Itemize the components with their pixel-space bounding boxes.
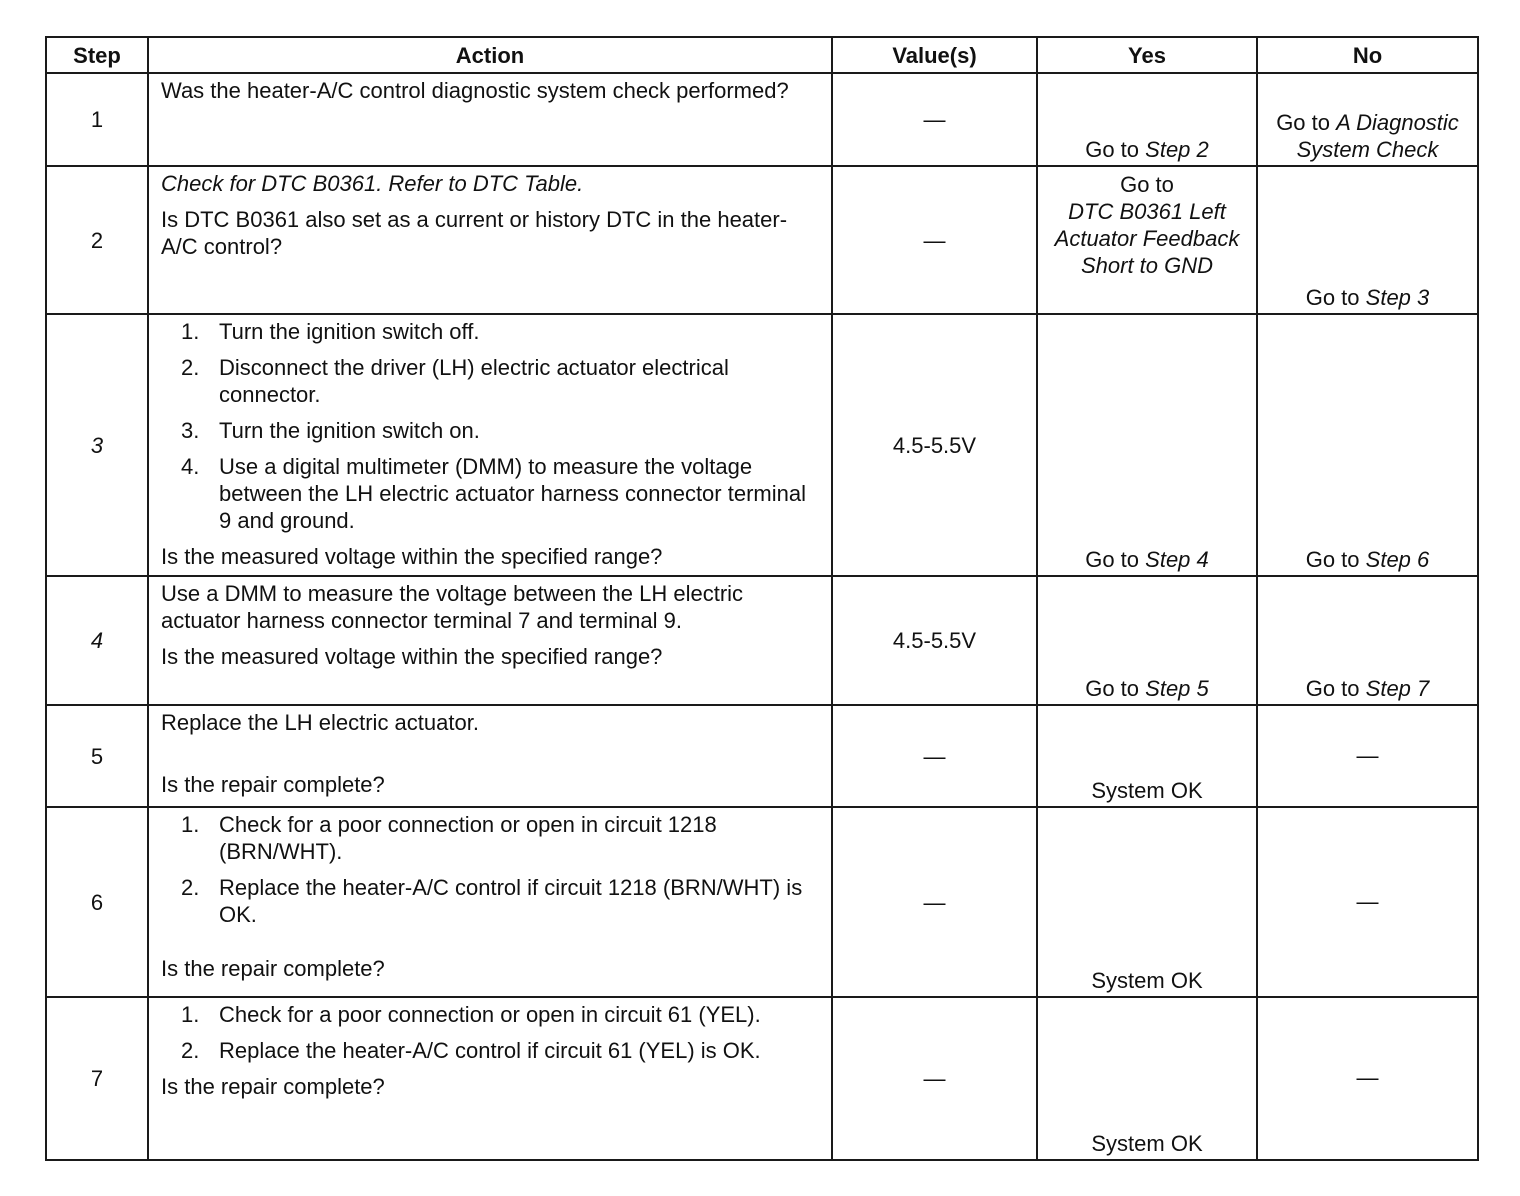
list-item	[161, 1001, 821, 1028]
no-link: A Diagnostic System Check	[1296, 110, 1459, 162]
header-values: Value(s)	[832, 37, 1037, 73]
value-cell: —	[832, 705, 1037, 807]
yes-cell: System OK	[1037, 807, 1257, 997]
table-row	[46, 314, 1478, 576]
yes-link: Step 4	[1145, 547, 1209, 572]
item-number: 2.	[181, 1038, 200, 1063]
item-text: Turn the ignition switch on.	[219, 418, 480, 443]
no-prefix: Go to	[1305, 676, 1360, 701]
yes-cell: System OK	[1037, 705, 1257, 807]
action-text: Use a DMM to measure the voltage between the LH electric actuator harness connector terminal 7 and terminal 9.	[161, 581, 744, 633]
value-cell: —	[832, 166, 1037, 314]
value-cell: —	[832, 807, 1037, 997]
list-item	[161, 417, 821, 444]
action-question: Is the measured voltage within the specified range?	[161, 644, 663, 669]
yes-cell	[1037, 166, 1257, 314]
item-number: 3.	[181, 418, 200, 443]
step-number: 1	[46, 73, 148, 166]
table-row	[46, 997, 1478, 1160]
action-cell	[148, 997, 832, 1160]
item-text: Replace the heater-A/C control if circuit 61 (YEL) is OK.	[219, 1038, 761, 1063]
yes-link: Step 5	[1145, 676, 1209, 701]
list-item	[161, 318, 821, 345]
no-cell	[1257, 73, 1478, 166]
item-number: 4.	[181, 454, 200, 479]
yes-cell: System OK	[1037, 997, 1257, 1160]
item-number: 1.	[181, 812, 200, 837]
item-text: Use a digital multimeter (DMM) to measure the voltage between the LH electric actuator harness connector terminal 9 and ground.	[219, 454, 806, 533]
header-no: No	[1257, 37, 1478, 73]
action-cell	[148, 576, 832, 705]
step-number: 6	[46, 807, 148, 997]
step-number: 3	[46, 314, 148, 576]
action-question: Is the measured voltage within the specified range?	[161, 544, 663, 569]
no-link: Step 7	[1365, 676, 1430, 701]
action-check-prefix: Check for DTC B0361. Refer to	[161, 171, 467, 196]
action-check	[161, 170, 821, 197]
list-item	[161, 453, 821, 534]
yes-cell	[1037, 314, 1257, 576]
header-step: Step	[46, 37, 148, 73]
yes-link: Step 2	[1145, 137, 1209, 162]
table-row	[46, 166, 1478, 314]
action-cell	[148, 705, 832, 807]
list-item	[161, 874, 821, 928]
no-cell	[1257, 314, 1478, 576]
no-cell: —	[1257, 997, 1478, 1160]
item-text: Disconnect the driver (LH) electric actuator electrical connector.	[219, 355, 729, 407]
yes-link: DTC B0361 Left Actuator Feedback Short to GND	[1054, 199, 1240, 278]
action-cell	[148, 166, 832, 314]
step-number: 2	[46, 166, 148, 314]
yes-prefix: Go to	[1120, 172, 1174, 197]
table-row	[46, 705, 1478, 807]
item-number: 2.	[181, 355, 200, 380]
no-prefix: Go to	[1305, 547, 1360, 572]
yes-prefix: Go to	[1085, 676, 1140, 701]
no-prefix: Go to	[1305, 285, 1360, 310]
yes-prefix: Go to	[1085, 137, 1140, 162]
action-steps	[161, 811, 821, 928]
item-number: 1.	[181, 1002, 200, 1027]
list-item	[161, 811, 821, 865]
item-text: Check for a poor connection or open in circuit 61 (YEL).	[219, 1002, 761, 1027]
action-cell	[148, 314, 832, 576]
no-cell	[1257, 166, 1478, 314]
no-prefix: Go to	[1276, 110, 1330, 135]
header-action: Action	[148, 37, 832, 73]
diagnostic-table	[45, 36, 1479, 1161]
action-cell	[148, 73, 832, 166]
action-check-link: DTC Table.	[472, 171, 584, 196]
list-item	[161, 1037, 821, 1064]
action-text: Replace the LH electric actuator.	[161, 710, 479, 735]
no-link: Step 3	[1365, 285, 1430, 310]
item-number: 1.	[181, 319, 200, 344]
action-steps	[161, 318, 821, 534]
item-text: Replace the heater-A/C control if circuit 1218 (BRN/WHT) is OK.	[219, 875, 803, 927]
item-number: 2.	[181, 875, 200, 900]
header-row	[46, 37, 1478, 73]
no-link: Step 6	[1365, 547, 1430, 572]
action-question: Is the repair complete?	[161, 772, 385, 797]
item-text: Turn the ignition switch off.	[219, 319, 480, 344]
step-number: 7	[46, 997, 148, 1160]
step-number: 5	[46, 705, 148, 807]
table-row	[46, 576, 1478, 705]
action-question: Is DTC B0361 also set as a current or history DTC in the heater-A/C control?	[161, 207, 788, 259]
item-text: Check for a poor connection or open in circuit 1218 (BRN/WHT).	[219, 812, 717, 864]
yes-prefix: Go to	[1085, 547, 1140, 572]
action-cell	[148, 807, 832, 997]
no-cell: —	[1257, 807, 1478, 997]
header-yes: Yes	[1037, 37, 1257, 73]
no-cell	[1257, 576, 1478, 705]
list-item	[161, 354, 821, 408]
action-steps	[161, 1001, 821, 1064]
no-cell: —	[1257, 705, 1478, 807]
yes-cell	[1037, 73, 1257, 166]
table-row	[46, 73, 1478, 166]
value-cell: 4.5-5.5V	[832, 576, 1037, 705]
table-row	[46, 807, 1478, 997]
step-number: 4	[46, 576, 148, 705]
yes-cell	[1037, 576, 1257, 705]
action-question: Is the repair complete?	[161, 956, 385, 981]
value-cell: —	[832, 997, 1037, 1160]
action-question: Is the repair complete?	[161, 1074, 385, 1099]
action-text: Was the heater-A/C control diagnostic system check performed?	[161, 78, 789, 103]
value-cell: —	[832, 73, 1037, 166]
value-cell: 4.5-5.5V	[832, 314, 1037, 576]
